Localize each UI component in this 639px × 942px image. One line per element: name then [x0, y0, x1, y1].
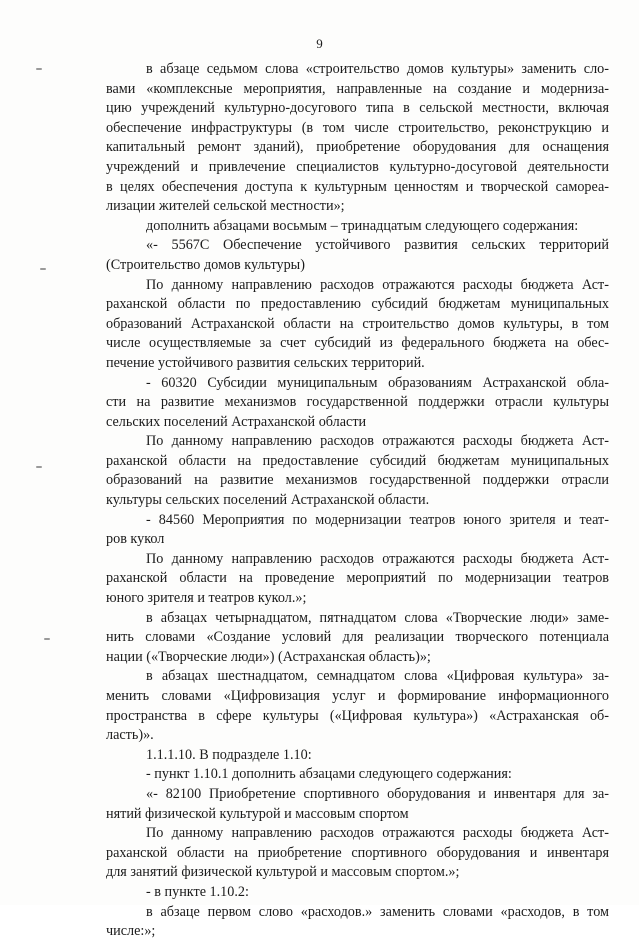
document-body [106, 60, 609, 942]
text-line: нятий физической культурой и массовым спортом [106, 805, 409, 822]
text-line: числе:»; [106, 923, 156, 940]
text-line: 1.1.1.10. В подразделе 1.10: [146, 746, 312, 763]
text-line: сти на развитие механизмов государственной поддержки отрасли культуры [106, 394, 609, 411]
text-line: - пункт 1.10.1 дополнить абзацами следующего содержания: [146, 766, 512, 783]
text-line: - 60320 Субсидии муниципальным образованиям Астраханской обла- [146, 374, 609, 391]
text-line: печение устойчивого развития сельских территорий. [106, 354, 425, 371]
text-line: «- 82100 Приобретение спортивного оборудования и инвентаря для за- [146, 785, 609, 802]
text-line: сельских поселений Астраханской области [106, 413, 367, 430]
text-line: в абзаце седьмом слова «строительство домов культуры» заменить сло- [146, 61, 609, 77]
scan-speck [40, 268, 46, 270]
text-line: раханской области на проведение мероприятий по модернизации театров [106, 570, 609, 587]
text-line: юного зрителя и театров кукол.»; [106, 590, 307, 607]
text-line: в целях обеспечения доступа к культурным ценностям и творческой самореа- [106, 178, 609, 195]
text-line: культуры сельских поселений Астраханской области. [106, 492, 430, 509]
text-line: числе осуществляемые за счет субсидий из федерального бюджета на обес- [106, 335, 609, 352]
text-line: (Строительство домов культуры) [106, 256, 305, 273]
scan-speck [44, 638, 50, 640]
scan-speck [36, 466, 42, 468]
text-line: обеспечение инфраструктуры (в том числе строительство, реконструкцию и [106, 119, 609, 136]
text-line: для занятий физической культурой и массовым спортом.»; [106, 864, 460, 881]
text-line: раханской области на предоставление субсидий бюджетам муниципальных [106, 452, 609, 469]
text-line: образований Астраханской области на строительство домов культуры, в том [106, 315, 609, 332]
text-line: - 84560 Мероприятия по модернизации театров юного зрителя и теат- [146, 511, 609, 528]
text-line: ласть)». [106, 727, 154, 744]
text-line: нации («Творческие люди») (Астраханская область)»; [106, 648, 431, 665]
text-line: учреждений и привлечение специалистов культурно-досуговой деятельности [106, 158, 609, 175]
text-line: образований на развитие механизмов государственной поддержки отрасли [106, 472, 609, 489]
text-line: менить словами «Цифровизация услуг и формирование информационного [106, 688, 609, 704]
text-line: в абзацах шестнадцатом, семнадцатом слова «Цифровая культура» за- [146, 668, 609, 685]
text-line: По данному направлению расходов отражаются расходы бюджета Аст- [146, 276, 609, 293]
text-line: «- 5567С Обеспечение устойчивого развития сельских территорий [146, 237, 609, 254]
text-line: По данному направлению расходов отражаются расходы бюджета Аст- [146, 550, 609, 567]
scan-speck [36, 68, 42, 70]
text-line: раханской области на приобретение спортивного оборудования и инвентаря [106, 844, 609, 861]
text-line: в абзаце первом слово «расходов.» заменить словами «расходов, в том [146, 903, 609, 920]
text-line: вами «комплексные мероприятия, направленные на создание и модерниза- [106, 80, 609, 97]
text-line: капитальный ремонт зданий), приобретение оборудования для оснащения [106, 139, 609, 156]
text-line: в абзацах четырнадцатом, пятнадцатом слова «Творческие люди» заме- [146, 609, 609, 626]
text-line: По данному направлению расходов отражаются расходы бюджета Аст- [146, 433, 609, 450]
text-line: По данному направлению расходов отражаются расходы бюджета Аст- [146, 825, 609, 842]
page-number: 9 [316, 36, 323, 51]
text-line: ров кукол [106, 531, 165, 548]
text-line: нить словами «Создание условий для реализации творческого потенциала [106, 629, 609, 646]
text-line: пространства в сфере культуры («Цифровая культура») «Астраханская об- [106, 707, 609, 724]
text-line: дополнить абзацами восьмым – тринадцатым следующего содержания: [146, 217, 579, 234]
text-line: раханской области по предоставлению субсидий бюджетам муниципальных [106, 296, 609, 313]
text-line: - в пункте 1.10.2: [146, 883, 249, 900]
text-line: цию учреждений культурно-досугового типа в сельской местности, включая [106, 100, 609, 117]
text-line: лизации жителей сельской местности»; [106, 198, 345, 215]
